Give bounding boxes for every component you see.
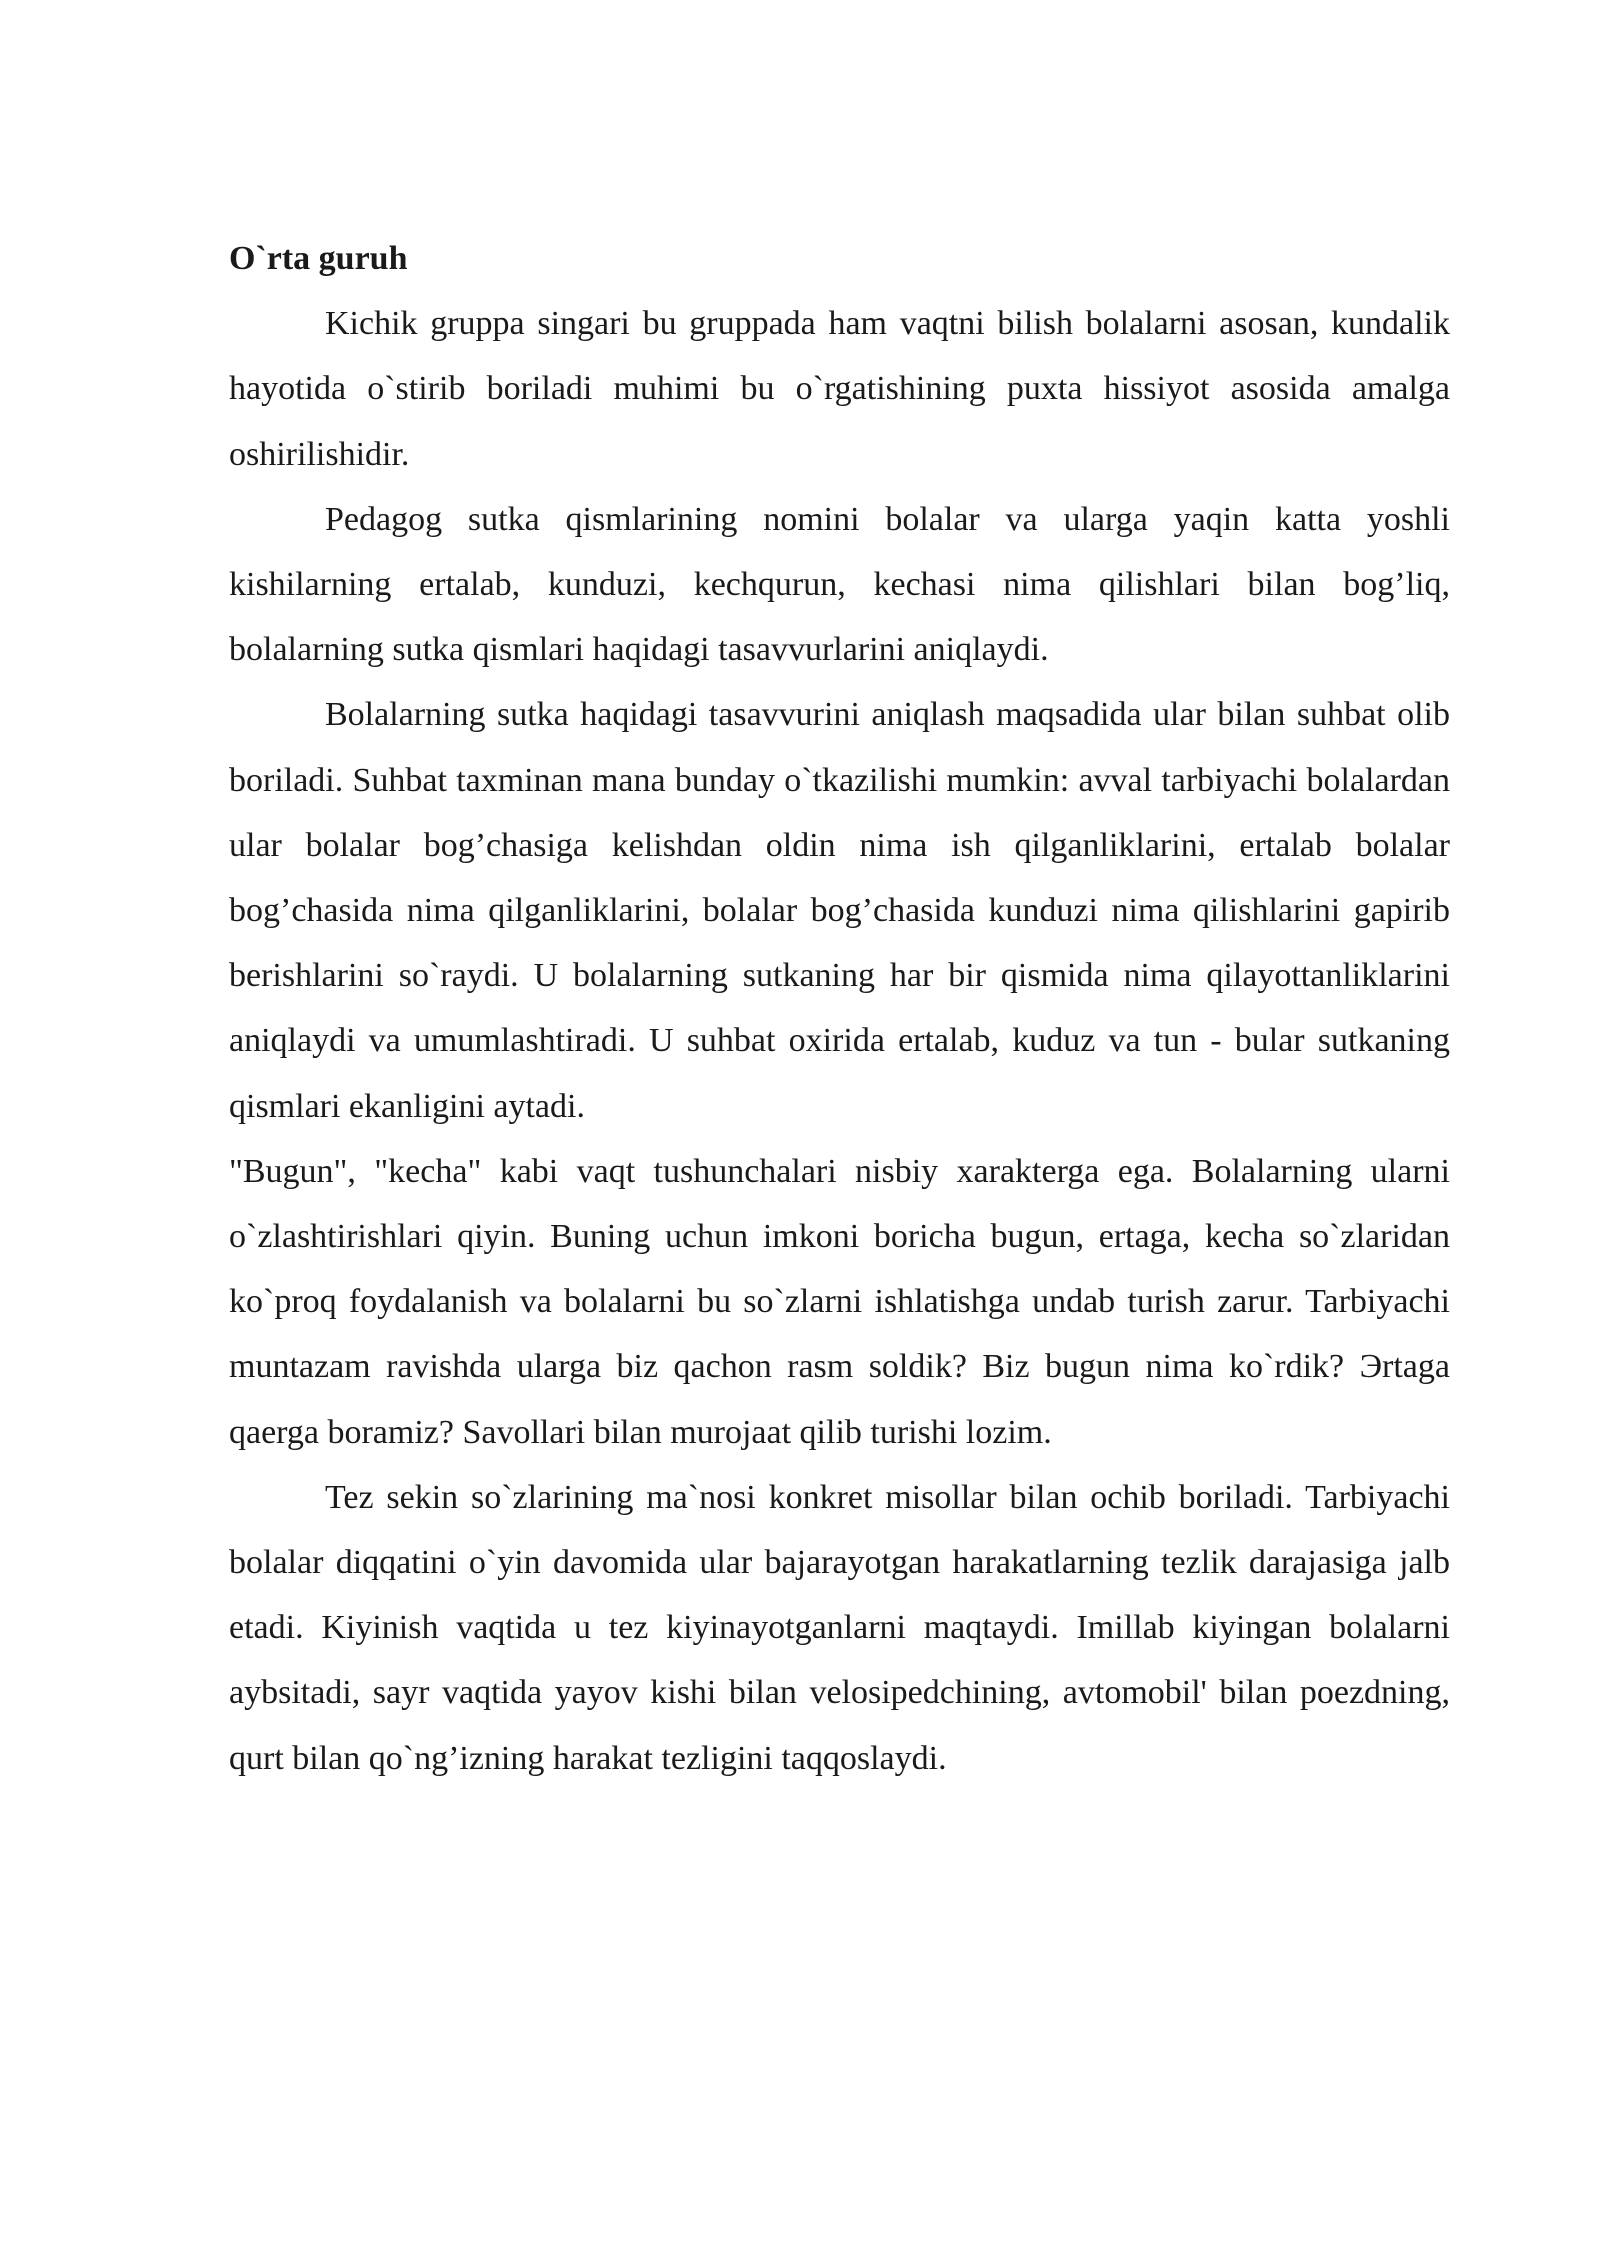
paragraph-2: Pedagog sutka qismlarining nomini bolalar va ularga yaqin katta yoshli kishilarning ertalab, kunduzi, kechqurun, kechasi nima qilishlari bilan bog’liq, bolalarning sutka qismlari haqidagi tasavvurlarini aniqlaydi.	[229, 500, 1450, 669]
section-heading: O`rta guruh	[229, 240, 408, 277]
paragraph-1: Kichik gruppa singari bu gruppada ham vaqtni bilish bolalarni asosan, kundalik hayotida o`stirib boriladi muhimi bu o`rgatishining puxta hissiyot asosida amalga oshirilishidir.	[229, 305, 1450, 473]
paragraph-5: Tez sekin so`zlarining ma`nosi konkret misollar bilan ochib boriladi. Tarbiyachi bolalar diqqatini o`yin davomida ular bajarayotgan harakatlarning tezlik darajasiga jalb etadi. Kiyinish vaqtida u tez kiyinayotganlarni maqtaydi. Imillab kiyingan bolalarni aybsitadi, sayr vaqtida yayov kishi bilan velosipedchining, avtomobil' bilan poezdning, qurt bilan qo`ng’izning harakat tezligini taqqoslaydi.	[229, 1478, 1450, 1777]
paragraph-4: "Bugun", "kecha" kabi vaqt tushunchalari nisbiy xarakterga ega. Bolalarning ularni o`zlashtirishlari qiyin. Buning uchun imkoni boricha bugun, ertaga, kecha so`zlaridan ko`proq foydalanish va bolalarni bu so`zlarni ishlatishga undab turish zarur. Tarbiyachi muntazam ravishda ularga biz qachon rasm soldik? Biz bugun nima ko`rdik? Эrtaga qaerga boramiz? Savollari bilan murojaat qilib turishi lozim.	[229, 1152, 1450, 1451]
document-body	[229, 226, 1450, 1791]
paragraph-3: Bolalarning sutka haqidagi tasavvurini aniqlash maqsadida ular bilan suhbat olib boriladi. Suhbat taxminan mana bunday o`tkazilishi mumkin: avval tarbiyachi bolalardan ular bolalar bog’chasiga kelishdan oldin nima ish qilganliklarini, ertalab bolalar bog’chasida nima qilganliklarini, bolalar bog’chasida kunduzi nima qilishlarini gapirib berishlarini so`raydi. U bolalarning sutkaning har bir qismida nima qilayottanliklarini aniqlaydi va umumlashtiradi. U suhbat oxirida ertalab, kuduz va tun - bular sutkaning qismlari ekanligini aytadi.	[229, 696, 1450, 1125]
